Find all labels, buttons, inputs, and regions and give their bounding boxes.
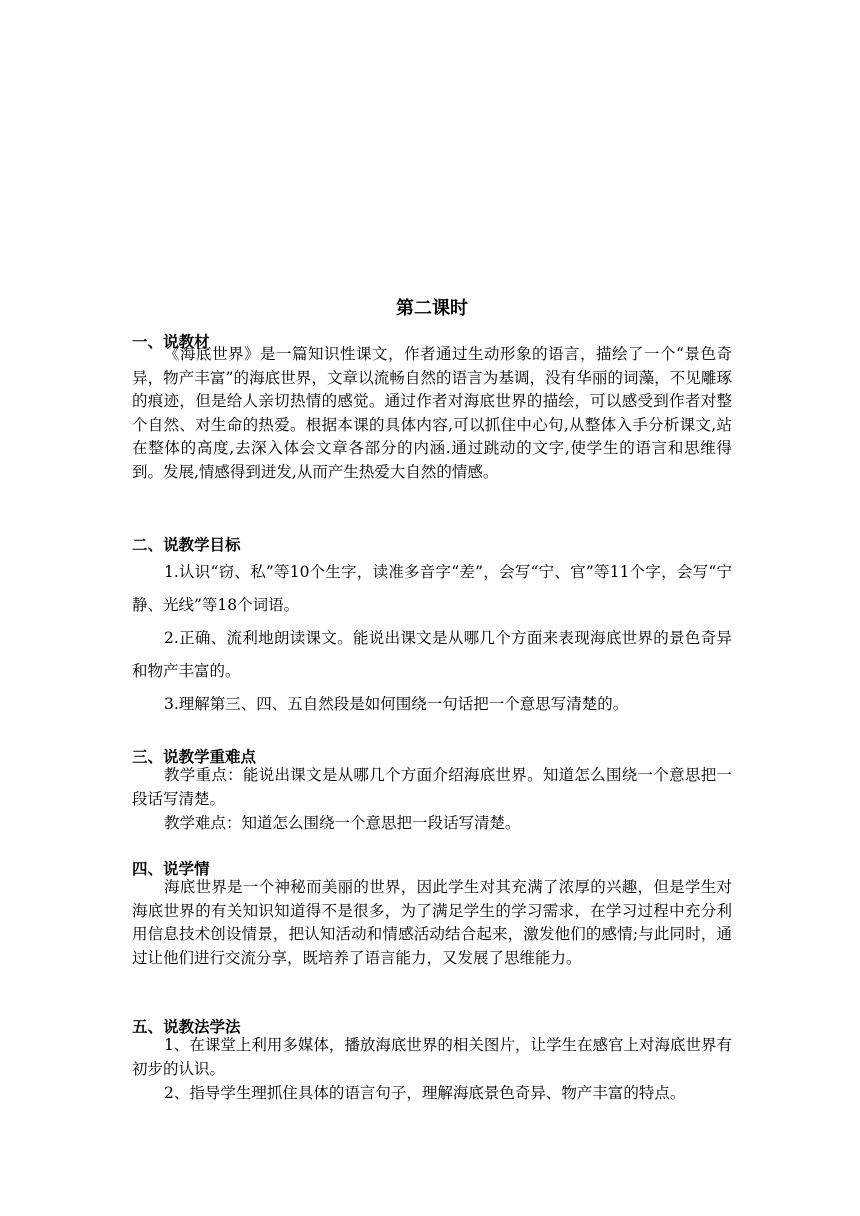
page-title: 第二课时 [396,298,468,319]
section-heading-goals: 二、说教学目标 [132,536,241,554]
paragraph-key-point: 教学重点：能说出课文是从哪几个方面介绍海底世界。知道怎么围绕一个意思把一段话写清楚。 [132,766,732,808]
section-heading-key-points: 三、说教学重难点 [132,748,257,766]
section-heading-textbook: 一、说教材 [132,333,210,351]
paragraph-method-1: 1、在课堂上利用多媒体，播放海底世界的相关图片，让学生在感官上对海底世界有初步的认识。 [132,1036,732,1078]
paragraph-difficult-point: 教学难点：知道怎么围绕一个意思把一段话写清楚。 [164,814,521,832]
paragraph-goal-2: 2.正确、流利地朗读课文。能说出课文是从哪几个方面来表现海底世界的景色奇异和物产丰富的。 [132,629,732,680]
paragraph-learners: 海底世界是一个神秘而美丽的世界，因此学生对其充满了浓厚的兴趣，但是学生对海底世界的有关知识知道得不是很多，为了满足学生的学习需求，在学习过程中充分利用信息技术创设情景，把认知活动和情感活动结合起来，激发他们的感情;与此同时，通过让他们进行交流分享，既培养了语言能力，又发展了思维能力。 [132,878,732,967]
paragraph-goal-1: 1.认识“窃、私”等10个生字，读准多音字“差”，会写“宁、官”等11个字，会写“宁静、光线”等18个词语。 [132,563,732,614]
paragraph-textbook: 《海底世界》是一篇知识性课文，作者通过生动形象的语言，描绘了一个“景色奇异，物产丰富”的海底世界，文章以流畅自然的语言为基调，没有华丽的词藻，不见雕琢的痕迹，但是给人亲切热情的感觉。通过作者对海底世界的描绘，可以感受到作者对整个自然、对生命的热爱。根据本课的具体内容,可以抓住中心句,从整体入手分析课文,站在整体的高度,去深入体会文章各部分的内涵.通过跳动的文字,使学生的语言和思维得到。发展,情感得到迸发,从而产生热爱大自然的情感。 [132,345,732,481]
section-heading-learners: 四、说学情 [132,860,210,878]
paragraph-goal-3: 3.理解第三、四、五自然段是如何围绕一句话把一个意思写清楚的。 [164,695,629,713]
paragraph-method-2: 2、指导学生理抓住具体的语言句子，理解海底景色奇异、物产丰富的特点。 [164,1084,686,1102]
section-heading-methods: 五、说教法学法 [132,1018,241,1036]
